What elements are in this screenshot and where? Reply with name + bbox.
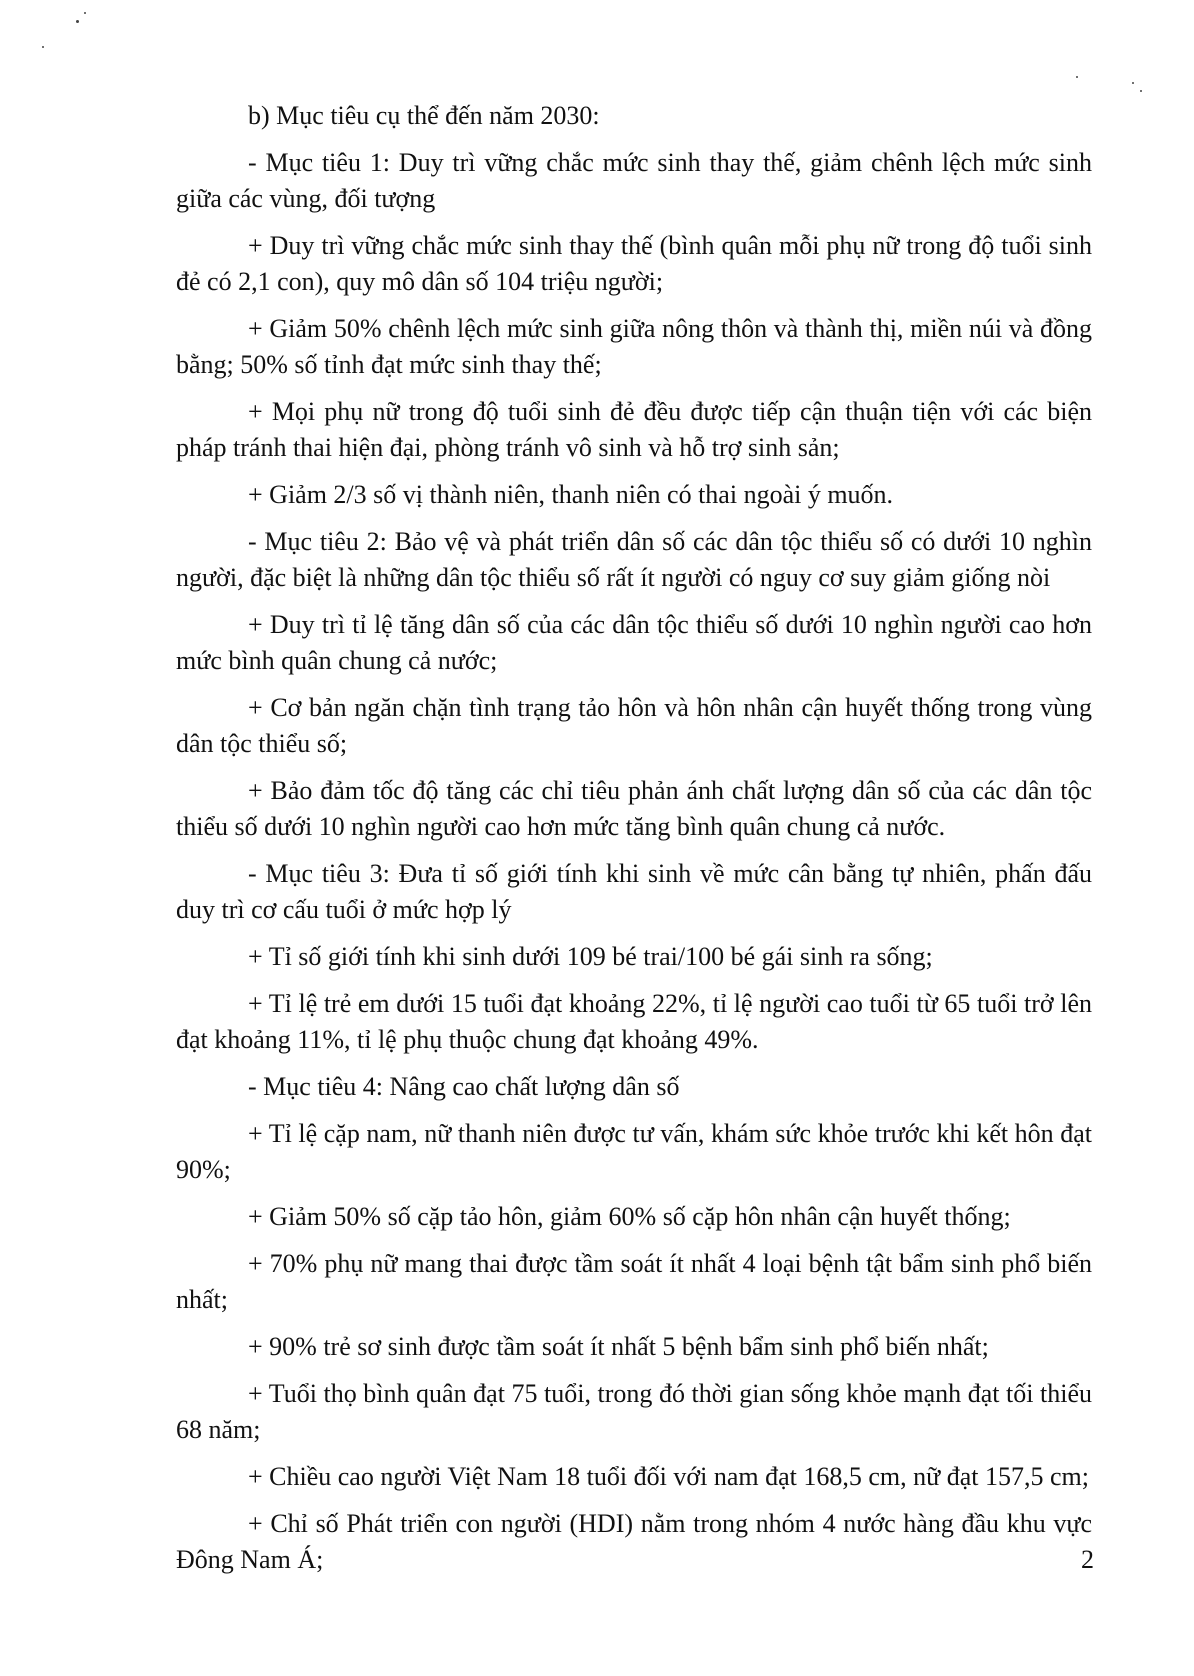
goal-4-item: + Tuổi thọ bình quân đạt 75 tuổi, trong đó thời gian sống khỏe mạnh đạt tối thiểu 68 năm;	[176, 1379, 1092, 1444]
page-number: 2	[1081, 1545, 1094, 1574]
goal-2-item: + Cơ bản ngăn chặn tình trạng tảo hôn và hôn nhân cận huyết thống trong vùng dân tộc thiểu số;	[176, 693, 1092, 758]
goal-1-item: + Giảm 2/3 số vị thành niên, thanh niên có thai ngoài ý muốn.	[248, 480, 894, 509]
goal-4-item: + Giảm 50% số cặp tảo hôn, giảm 60% số cặp hôn nhân cận huyết thống;	[248, 1202, 1011, 1231]
goal-4-heading: - Mục tiêu 4: Nâng cao chất lượng dân số	[248, 1072, 680, 1101]
goal-1-heading: - Mục tiêu 1: Duy trì vững chắc mức sinh thay thế, giảm chênh lệch mức sinh giữa các vùng, đối tượng	[176, 148, 1092, 213]
goal-1-item: + Giảm 50% chênh lệch mức sinh giữa nông thôn và thành thị, miền núi và đồng bằng; 50% số tỉnh đạt mức sinh thay thế;	[176, 314, 1092, 379]
scan-speck	[42, 46, 44, 48]
goal-4-item: + Chỉ số Phát triển con người (HDI) nằm trong nhóm 4 nước hàng đầu khu vực Đông Nam Á;	[176, 1509, 1092, 1574]
goal-4-item: + Tỉ lệ cặp nam, nữ thanh niên được tư vấn, khám sức khỏe trước khi kết hôn đạt 90%;	[176, 1119, 1092, 1184]
goal-1-item: + Mọi phụ nữ trong độ tuổi sinh đẻ đều được tiếp cận thuận tiện với các biện pháp tránh thai hiện đại, phòng tránh vô sinh và hỗ trợ sinh sản;	[176, 397, 1092, 462]
scan-speck	[1140, 90, 1142, 92]
goal-3-heading: - Mục tiêu 3: Đưa tỉ số giới tính khi sinh về mức cân bằng tự nhiên, phấn đấu duy trì cơ cấu tuổi ở mức hợp lý	[176, 859, 1092, 924]
scan-speck	[1132, 82, 1134, 84]
document-body	[176, 98, 1092, 1589]
goal-2-item: + Bảo đảm tốc độ tăng các chỉ tiêu phản ánh chất lượng dân số của các dân tộc thiểu số dưới 10 nghìn người cao hơn mức tăng bình quân chung cả nước.	[176, 776, 1092, 841]
goal-3-item: + Tỉ lệ trẻ em dưới 15 tuổi đạt khoảng 22%, tỉ lệ người cao tuổi từ 65 tuổi trở lên đạt khoảng 11%, tỉ lệ phụ thuộc chung đạt khoảng 49%.	[176, 989, 1092, 1054]
goal-4-item: + 70% phụ nữ mang thai được tầm soát ít nhất 4 loại bệnh tật bẩm sinh phổ biến nhất;	[176, 1249, 1092, 1314]
section-heading: b) Mục tiêu cụ thể đến năm 2030:	[248, 101, 600, 130]
goal-3-item: + Tỉ số giới tính khi sinh dưới 109 bé trai/100 bé gái sinh ra sống;	[248, 942, 933, 971]
scan-speck	[76, 20, 79, 23]
goal-2-heading: - Mục tiêu 2: Bảo vệ và phát triển dân số các dân tộc thiểu số có dưới 10 nghìn người, đặc biệt là những dân tộc thiểu số rất ít người có nguy cơ suy giảm giống nòi	[176, 527, 1092, 592]
scan-speck	[84, 12, 86, 14]
scan-speck	[1076, 76, 1078, 78]
goal-2-item: + Duy trì tỉ lệ tăng dân số của các dân tộc thiểu số dưới 10 nghìn người cao hơn mức bình quân chung cả nước;	[176, 610, 1092, 675]
goal-4-item: + Chiều cao người Việt Nam 18 tuổi đối với nam đạt 168,5 cm, nữ đạt 157,5 cm;	[248, 1462, 1089, 1491]
goal-1-item: + Duy trì vững chắc mức sinh thay thế (bình quân mỗi phụ nữ trong độ tuổi sinh đẻ có 2,1 con), quy mô dân số 104 triệu người;	[176, 231, 1092, 296]
goal-4-item: + 90% trẻ sơ sinh được tầm soát ít nhất 5 bệnh bẩm sinh phổ biến nhất;	[248, 1332, 989, 1361]
